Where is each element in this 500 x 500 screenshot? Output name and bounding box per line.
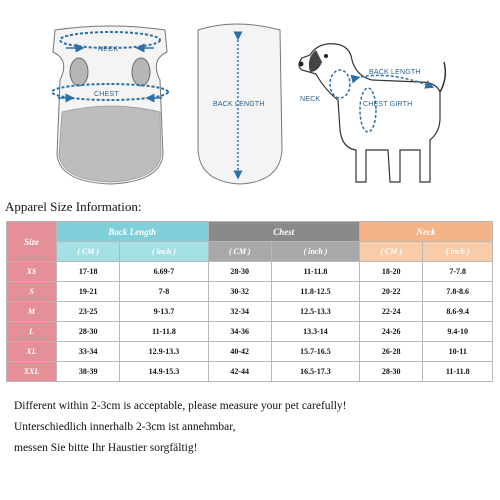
table-cell: 22-24 bbox=[360, 302, 423, 322]
table-cell: 9-13.7 bbox=[120, 302, 208, 322]
size-label: XS bbox=[7, 262, 57, 282]
table-row bbox=[7, 342, 493, 362]
dog-illustration bbox=[299, 44, 446, 182]
table-cell: 23-25 bbox=[57, 302, 120, 322]
table-cell: 15.7-16.5 bbox=[271, 342, 359, 362]
unit-header: ( CM ) bbox=[208, 242, 271, 262]
table-cell: 26-28 bbox=[360, 342, 423, 362]
table-cell: 7.8-8.6 bbox=[423, 282, 493, 302]
table-cell: 19-21 bbox=[57, 282, 120, 302]
table-cell: 10-11 bbox=[423, 342, 493, 362]
size-label: XL bbox=[7, 342, 57, 362]
table-cell: 40-42 bbox=[208, 342, 271, 362]
table-row bbox=[7, 302, 493, 322]
size-label: S bbox=[7, 282, 57, 302]
table-cell: 28-30 bbox=[208, 262, 271, 282]
unit-header: ( inch ) bbox=[271, 242, 359, 262]
size-header: Size bbox=[7, 222, 57, 262]
back-length-header: Back Length bbox=[57, 222, 209, 242]
table-row bbox=[7, 282, 493, 302]
table-cell: 7-8 bbox=[120, 282, 208, 302]
size-label: L bbox=[7, 322, 57, 342]
back-length-label: BACK LENGTH bbox=[213, 101, 265, 108]
table-cell: 33-34 bbox=[57, 342, 120, 362]
unit-header: ( inch ) bbox=[120, 242, 208, 262]
table-cell: 30-32 bbox=[208, 282, 271, 302]
measurement-illustration bbox=[0, 0, 500, 190]
garment-front bbox=[52, 26, 168, 184]
table-cell: 28-30 bbox=[360, 362, 423, 382]
neck-label: NECK bbox=[98, 46, 119, 53]
table-cell: 11-11.8 bbox=[423, 362, 493, 382]
dog-back-length-label: BACK LENGTH bbox=[369, 69, 421, 76]
garment-back bbox=[198, 24, 282, 184]
dog-neck-label: NECK bbox=[300, 96, 321, 103]
unit-header: ( CM ) bbox=[360, 242, 423, 262]
neck-header: Neck bbox=[360, 222, 493, 242]
table-cell: 42-44 bbox=[208, 362, 271, 382]
table-row bbox=[7, 322, 493, 342]
table-cell: 12.9-13.3 bbox=[120, 342, 208, 362]
table-cell: 20-22 bbox=[360, 282, 423, 302]
table-cell: 11-11.8 bbox=[271, 262, 359, 282]
table-cell: 34-36 bbox=[208, 322, 271, 342]
size-label: XXL bbox=[7, 362, 57, 382]
chest-label: CHEST bbox=[94, 91, 119, 98]
note-english: Different within 2-3cm is acceptable, please measure your pet carefully! bbox=[14, 400, 347, 412]
table-cell: 14.9-15.3 bbox=[120, 362, 208, 382]
table-cell: 9.4-10 bbox=[423, 322, 493, 342]
size-label: M bbox=[7, 302, 57, 322]
table-cell: 11.8-12.5 bbox=[271, 282, 359, 302]
table-cell: 28-30 bbox=[57, 322, 120, 342]
size-table bbox=[6, 221, 493, 382]
table-unit-row bbox=[7, 242, 493, 262]
unit-header: ( inch ) bbox=[423, 242, 493, 262]
table-row bbox=[7, 362, 493, 382]
note-german-line1: Unterschiedlich innerhalb 2-3cm ist annehmbar, bbox=[14, 421, 236, 433]
table-cell: 12.5-13.3 bbox=[271, 302, 359, 322]
table-cell: 38-39 bbox=[57, 362, 120, 382]
table-cell: 18-20 bbox=[360, 262, 423, 282]
table-cell: 7-7.8 bbox=[423, 262, 493, 282]
table-cell: 6.69-7 bbox=[120, 262, 208, 282]
table-cell: 11-11.8 bbox=[120, 322, 208, 342]
table-header-row bbox=[7, 222, 493, 242]
table-cell: 8.6-9.4 bbox=[423, 302, 493, 322]
note-german-line2: messen Sie bitte Ihr Haustier sorgfältig! bbox=[14, 442, 198, 454]
chest-header: Chest bbox=[208, 222, 360, 242]
unit-header: ( CM ) bbox=[57, 242, 120, 262]
section-title: Apparel Size Information: bbox=[5, 199, 142, 214]
dog-chest-girth-label: CHEST GIRTH bbox=[363, 101, 413, 108]
table-row bbox=[7, 262, 493, 282]
table-cell: 32-34 bbox=[208, 302, 271, 322]
table-cell: 13.3-14 bbox=[271, 322, 359, 342]
table-cell: 17-18 bbox=[57, 262, 120, 282]
table-cell: 24-26 bbox=[360, 322, 423, 342]
table-cell: 16.5-17.3 bbox=[271, 362, 359, 382]
